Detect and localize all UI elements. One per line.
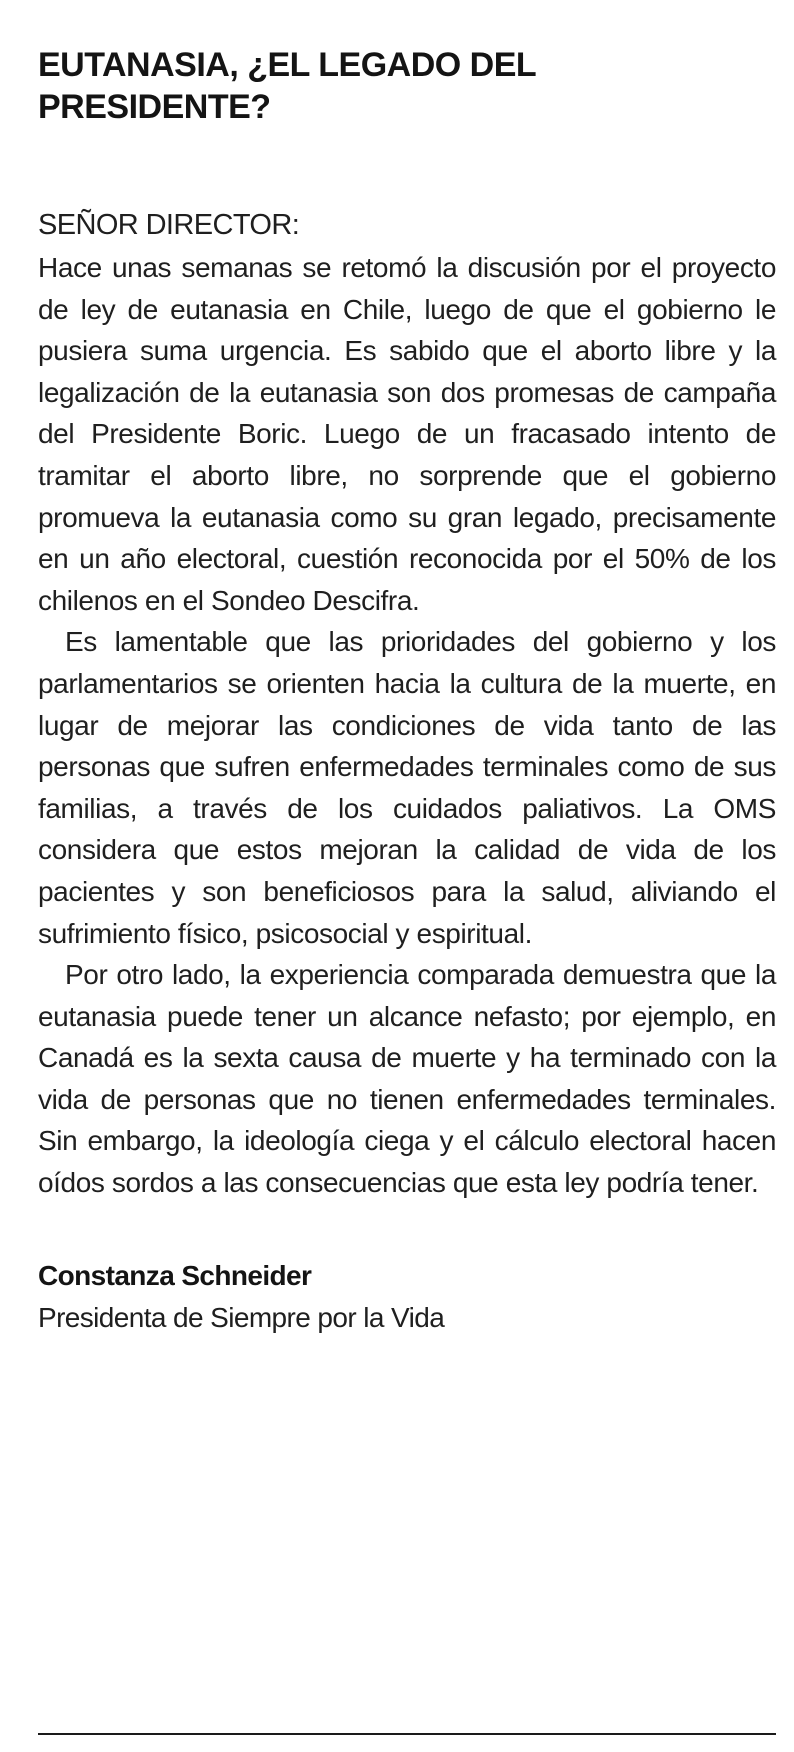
letter-to-editor (38, 44, 776, 1339)
letter-signature (38, 1255, 776, 1339)
letter-salutation: SEÑOR DIRECTOR: (38, 209, 300, 241)
letter-paragraph-1: Hace unas semanas se retomó la discusión por el proyecto de ley de eutanasia en Chile, luego de que el gobierno le pusiera suma urgencia. Es sabido que el aborto libre y la legalización de la eutanasia son dos promesas de campaña del Presidente Boric. Luego de un fracasado intento de tramitar el aborto libre, no sorprende que el gobierno promueva la eutanasia como su gran legado, precisamente en un año electoral, cuestión reconocida por el 50% de los chilenos en el Sondeo Descifra. (38, 252, 776, 616)
author-name: Constanza Schneider (38, 1259, 312, 1291)
letter-paragraph-2: Es lamentable que las prioridades del gobierno y los parlamentarios se orienten hacia la cultura de la muerte, en lugar de mejorar las condiciones de vida tanto de las personas que sufren enfermedades terminales como de sus familias, a través de los cuidados paliativos. La OMS considera que estos mejoran la calidad de vida de los pacientes y son beneficiosos para la salud, aliviando el sufrimiento físico, psicosocial y espiritual. (38, 626, 776, 949)
author-role: Presidenta de Siempre por la Vida (38, 1301, 445, 1333)
bottom-divider (38, 1733, 776, 1735)
letter-paragraph-3: Por otro lado, la experiencia comparada demuestra que la eutanasia puede tener un alcance nefasto; por ejemplo, en Canadá es la sexta causa de muerte y ha terminado con la vida de personas que no tienen enfermedades terminales. Sin embargo, la ideología ciega y el cálculo electoral hacen oídos sordos a las consecuencias que esta ley podría tener. (38, 959, 776, 1199)
letter-headline: EUTANASIA, ¿EL LEGADO DEL PRESIDENTE? (38, 46, 536, 126)
